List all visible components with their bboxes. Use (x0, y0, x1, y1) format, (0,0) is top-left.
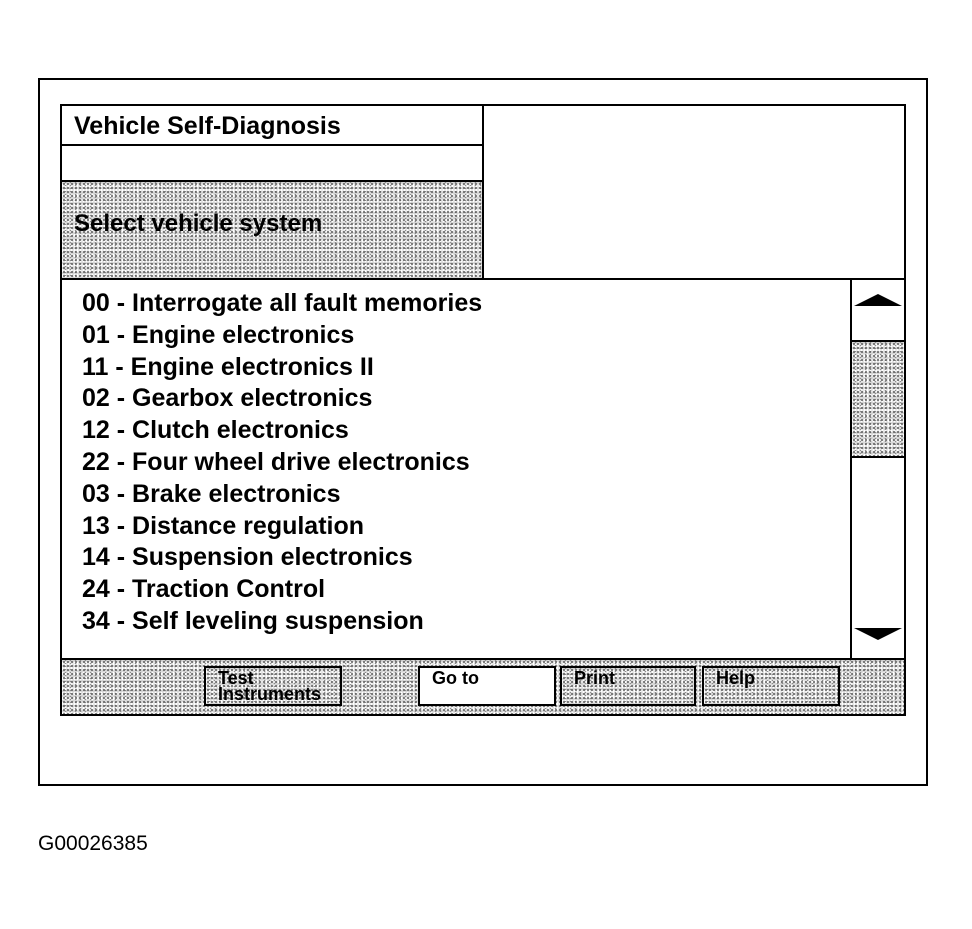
system-item-01[interactable]: 01 - Engine electronics (82, 320, 355, 349)
system-item-02[interactable]: 02 - Gearbox electronics (82, 384, 373, 413)
print-button[interactable] (560, 666, 696, 706)
diagnosis-screen (60, 104, 906, 716)
system-item-14[interactable]: 14 - Suspension electronics (82, 543, 413, 572)
status-line (62, 146, 482, 182)
system-item-13[interactable]: 13 - Distance regulation (82, 511, 365, 540)
figure-id: G00026385 (38, 832, 148, 855)
info-panel (484, 106, 904, 280)
system-item-22[interactable]: 22 - Four wheel drive electronics (82, 447, 470, 476)
scroll-thumb[interactable] (852, 342, 904, 458)
system-item-34[interactable]: 34 - Self leveling suspension (82, 606, 424, 635)
test-instruments-label-line1: Test (218, 668, 254, 688)
help-button[interactable] (702, 666, 840, 706)
system-item-12[interactable]: 12 - Clutch electronics (82, 416, 349, 445)
prompt-label: Select vehicle system (62, 182, 482, 278)
test-instruments-label-line2: Instruments (218, 684, 322, 704)
page-title: Vehicle Self-Diagnosis (62, 106, 482, 146)
header-panel (62, 106, 484, 280)
system-item-00[interactable]: 00 - Interrogate all fault memories (82, 289, 483, 317)
device-frame (38, 78, 928, 786)
system-item-11[interactable]: 11 - Engine electronics II (82, 352, 374, 381)
arrow-down-icon[interactable] (852, 618, 904, 658)
test-instruments-button[interactable] (204, 666, 342, 706)
scrollbar[interactable] (850, 280, 904, 658)
system-list-panel (62, 280, 850, 658)
scroll-track[interactable] (852, 458, 904, 618)
softkey-bar (62, 658, 904, 714)
arrow-up-icon[interactable] (852, 280, 904, 342)
system-list (62, 280, 850, 638)
go-to-label: Go to (432, 668, 479, 688)
system-item-24[interactable]: 24 - Traction Control (82, 575, 326, 604)
go-to-button[interactable] (418, 666, 556, 706)
help-label: Help (716, 668, 756, 688)
system-item-03[interactable]: 03 - Brake electronics (82, 479, 341, 508)
print-label: Print (574, 668, 616, 688)
